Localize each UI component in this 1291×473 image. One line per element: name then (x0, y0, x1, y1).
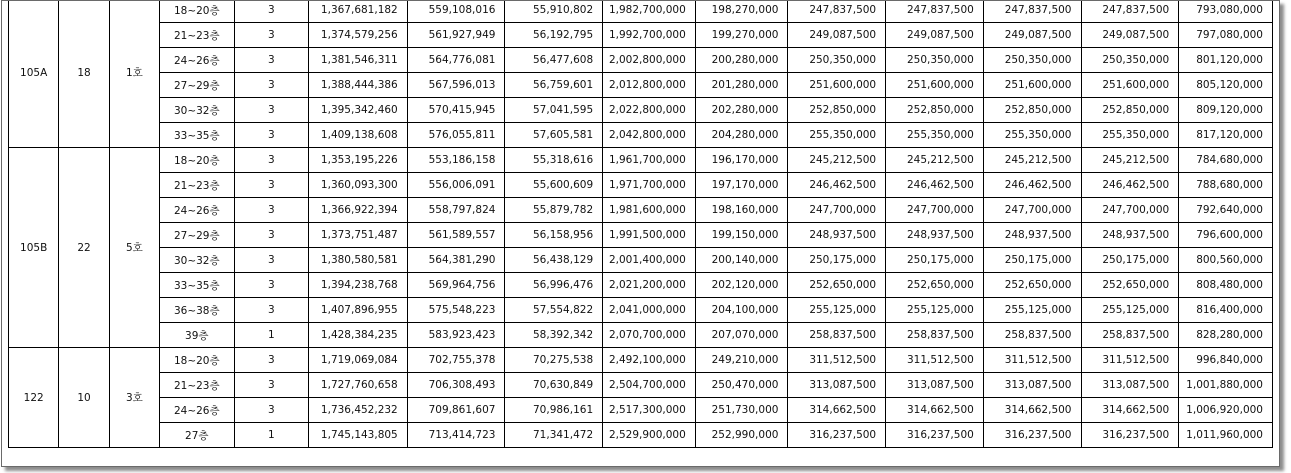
unit-count-cell: 3 (234, 348, 309, 373)
floor-range-cell: 27~29층 (160, 73, 235, 98)
vat-cell: 70,986,161 (505, 398, 603, 423)
balance-payment-cell: 1,006,920,000 (1179, 398, 1273, 423)
document-frame (1, 0, 1280, 467)
building-price-cell: 570,415,945 (407, 98, 505, 123)
land-price-cell: 1,736,452,232 (309, 398, 408, 423)
vat-cell: 56,192,795 (505, 23, 603, 48)
contract-deposit-cell: 196,170,000 (695, 148, 788, 173)
interim-payment-2-cell: 255,125,000 (886, 298, 984, 323)
interim-payment-4-cell: 250,175,000 (1081, 248, 1179, 273)
building-price-cell: 702,755,378 (407, 348, 505, 373)
group-type-cell: 105B (9, 148, 59, 348)
total-price-cell: 2,022,800,000 (603, 98, 696, 123)
group-type-cell: 122 (9, 348, 59, 448)
building-price-cell: 553,186,158 (407, 148, 505, 173)
interim-payment-3-cell: 255,125,000 (983, 298, 1081, 323)
land-price-cell: 1,381,546,311 (309, 48, 408, 73)
total-price-cell: 2,504,700,000 (603, 373, 696, 398)
floor-range-cell: 18~20층 (160, 348, 235, 373)
floor-range-cell: 24~26층 (160, 198, 235, 223)
building-price-cell: 583,923,423 (407, 323, 505, 348)
interim-payment-4-cell: 316,237,500 (1081, 423, 1179, 448)
contract-deposit-cell: 199,150,000 (695, 223, 788, 248)
unit-count-cell: 3 (234, 48, 309, 73)
total-price-cell: 2,492,100,000 (603, 348, 696, 373)
table-row (9, 248, 1273, 273)
unit-count-cell: 3 (234, 23, 309, 48)
table-row (9, 173, 1273, 198)
land-price-cell: 1,745,143,805 (309, 423, 408, 448)
contract-deposit-cell: 249,210,000 (695, 348, 788, 373)
floor-range-cell: 33~35층 (160, 273, 235, 298)
interim-payment-1-cell: 313,087,500 (788, 373, 886, 398)
unit-count-cell: 3 (234, 273, 309, 298)
unit-count-cell: 1 (234, 423, 309, 448)
table-row (9, 73, 1273, 98)
interim-payment-3-cell: 250,350,000 (983, 48, 1081, 73)
interim-payment-1-cell: 252,850,000 (788, 98, 886, 123)
interim-payment-2-cell: 251,600,000 (886, 73, 984, 98)
total-price-cell: 1,982,700,000 (603, 0, 696, 23)
group-line-cell: 3호 (109, 348, 159, 448)
land-price-cell: 1,373,751,487 (309, 223, 408, 248)
total-price-cell: 2,012,800,000 (603, 73, 696, 98)
contract-deposit-cell: 197,170,000 (695, 173, 788, 198)
balance-payment-cell: 1,001,880,000 (1179, 373, 1273, 398)
contract-deposit-cell: 200,140,000 (695, 248, 788, 273)
unit-count-cell: 3 (234, 373, 309, 398)
vat-cell: 55,318,616 (505, 148, 603, 173)
building-price-cell: 558,797,824 (407, 198, 505, 223)
land-price-cell: 1,367,681,182 (309, 0, 408, 23)
table-row (9, 0, 1273, 23)
floor-range-cell: 21~23층 (160, 373, 235, 398)
unit-count-cell: 3 (234, 223, 309, 248)
interim-payment-1-cell: 316,237,500 (788, 423, 886, 448)
table-row (9, 298, 1273, 323)
building-price-cell: 706,308,493 (407, 373, 505, 398)
interim-payment-2-cell: 258,837,500 (886, 323, 984, 348)
contract-deposit-cell: 204,100,000 (695, 298, 788, 323)
building-price-cell: 556,006,091 (407, 173, 505, 198)
land-price-cell: 1,719,069,084 (309, 348, 408, 373)
interim-payment-1-cell: 249,087,500 (788, 23, 886, 48)
vat-cell: 56,477,608 (505, 48, 603, 73)
group-type-cell: 105A (9, 0, 59, 148)
building-price-cell: 713,414,723 (407, 423, 505, 448)
land-price-cell: 1,727,760,658 (309, 373, 408, 398)
vat-cell: 56,158,956 (505, 223, 603, 248)
total-price-cell: 2,042,800,000 (603, 123, 696, 148)
table-body (9, 0, 1273, 448)
balance-payment-cell: 797,080,000 (1179, 23, 1273, 48)
floor-range-cell: 27~29층 (160, 223, 235, 248)
contract-deposit-cell: 198,270,000 (695, 0, 788, 23)
total-price-cell: 2,002,800,000 (603, 48, 696, 73)
floor-range-cell: 33~35층 (160, 123, 235, 148)
unit-count-cell: 1 (234, 323, 309, 348)
balance-payment-cell: 805,120,000 (1179, 73, 1273, 98)
land-price-cell: 1,409,138,608 (309, 123, 408, 148)
table-row (9, 148, 1273, 173)
total-price-cell: 2,041,000,000 (603, 298, 696, 323)
building-price-cell: 564,381,290 (407, 248, 505, 273)
building-price-cell: 709,861,607 (407, 398, 505, 423)
building-price-cell: 569,964,756 (407, 273, 505, 298)
group-units-cell: 18 (59, 0, 109, 148)
vat-cell: 57,041,595 (505, 98, 603, 123)
vat-cell: 71,341,472 (505, 423, 603, 448)
interim-payment-1-cell: 250,350,000 (788, 48, 886, 73)
interim-payment-4-cell: 255,350,000 (1081, 123, 1179, 148)
group-line-cell: 5호 (109, 148, 159, 348)
vat-cell: 56,438,129 (505, 248, 603, 273)
land-price-cell: 1,366,922,394 (309, 198, 408, 223)
contract-deposit-cell: 207,070,000 (695, 323, 788, 348)
vat-cell: 58,392,342 (505, 323, 603, 348)
balance-payment-cell: 817,120,000 (1179, 123, 1273, 148)
interim-payment-1-cell: 258,837,500 (788, 323, 886, 348)
interim-payment-2-cell: 252,650,000 (886, 273, 984, 298)
interim-payment-2-cell: 314,662,500 (886, 398, 984, 423)
interim-payment-1-cell: 246,462,500 (788, 173, 886, 198)
interim-payment-3-cell: 258,837,500 (983, 323, 1081, 348)
vat-cell: 56,996,476 (505, 273, 603, 298)
interim-payment-3-cell: 316,237,500 (983, 423, 1081, 448)
contract-deposit-cell: 252,990,000 (695, 423, 788, 448)
interim-payment-4-cell: 247,700,000 (1081, 198, 1179, 223)
land-price-cell: 1,394,238,768 (309, 273, 408, 298)
unit-count-cell: 3 (234, 98, 309, 123)
interim-payment-1-cell: 311,512,500 (788, 348, 886, 373)
building-price-cell: 576,055,811 (407, 123, 505, 148)
unit-count-cell: 3 (234, 298, 309, 323)
floor-range-cell: 24~26층 (160, 398, 235, 423)
land-price-cell: 1,388,444,386 (309, 73, 408, 98)
table-row (9, 48, 1273, 73)
balance-payment-cell: 788,680,000 (1179, 173, 1273, 198)
building-price-cell: 561,927,949 (407, 23, 505, 48)
total-price-cell: 2,517,300,000 (603, 398, 696, 423)
total-price-cell: 1,961,700,000 (603, 148, 696, 173)
interim-payment-1-cell: 247,837,500 (788, 0, 886, 23)
vat-cell: 57,605,581 (505, 123, 603, 148)
interim-payment-1-cell: 250,175,000 (788, 248, 886, 273)
total-price-cell: 2,021,200,000 (603, 273, 696, 298)
interim-payment-2-cell: 246,462,500 (886, 173, 984, 198)
floor-range-cell: 27층 (160, 423, 235, 448)
interim-payment-3-cell: 246,462,500 (983, 173, 1081, 198)
interim-payment-4-cell: 255,125,000 (1081, 298, 1179, 323)
interim-payment-3-cell: 252,650,000 (983, 273, 1081, 298)
contract-deposit-cell: 199,270,000 (695, 23, 788, 48)
balance-payment-cell: 996,840,000 (1179, 348, 1273, 373)
table-row (9, 98, 1273, 123)
balance-payment-cell: 809,120,000 (1179, 98, 1273, 123)
interim-payment-3-cell: 250,175,000 (983, 248, 1081, 273)
interim-payment-2-cell: 250,175,000 (886, 248, 984, 273)
table-row (9, 123, 1273, 148)
table-row (9, 423, 1273, 448)
interim-payment-3-cell: 245,212,500 (983, 148, 1081, 173)
interim-payment-4-cell: 248,937,500 (1081, 223, 1179, 248)
interim-payment-3-cell: 247,837,500 (983, 0, 1081, 23)
interim-payment-3-cell: 314,662,500 (983, 398, 1081, 423)
vat-cell: 55,879,782 (505, 198, 603, 223)
floor-range-cell: 18~20층 (160, 0, 235, 23)
vat-cell: 57,554,822 (505, 298, 603, 323)
interim-payment-3-cell: 249,087,500 (983, 23, 1081, 48)
interim-payment-1-cell: 314,662,500 (788, 398, 886, 423)
floor-range-cell: 21~23층 (160, 23, 235, 48)
interim-payment-4-cell: 251,600,000 (1081, 73, 1179, 98)
floor-range-cell: 30~32층 (160, 98, 235, 123)
land-price-cell: 1,380,580,581 (309, 248, 408, 273)
contract-deposit-cell: 198,160,000 (695, 198, 788, 223)
interim-payment-2-cell: 316,237,500 (886, 423, 984, 448)
total-price-cell: 2,529,900,000 (603, 423, 696, 448)
unit-count-cell: 3 (234, 73, 309, 98)
balance-payment-cell: 796,600,000 (1179, 223, 1273, 248)
interim-payment-2-cell: 311,512,500 (886, 348, 984, 373)
interim-payment-3-cell: 247,700,000 (983, 198, 1081, 223)
land-price-cell: 1,407,896,955 (309, 298, 408, 323)
vat-cell: 56,759,601 (505, 73, 603, 98)
balance-payment-cell: 801,120,000 (1179, 48, 1273, 73)
floor-range-cell: 18~20층 (160, 148, 235, 173)
table-row (9, 198, 1273, 223)
interim-payment-2-cell: 249,087,500 (886, 23, 984, 48)
interim-payment-1-cell: 247,700,000 (788, 198, 886, 223)
total-price-cell: 2,070,700,000 (603, 323, 696, 348)
interim-payment-2-cell: 252,850,000 (886, 98, 984, 123)
group-line-cell: 1호 (109, 0, 159, 148)
contract-deposit-cell: 204,280,000 (695, 123, 788, 148)
balance-payment-cell: 792,640,000 (1179, 198, 1273, 223)
interim-payment-4-cell: 252,850,000 (1081, 98, 1179, 123)
balance-payment-cell: 1,011,960,000 (1179, 423, 1273, 448)
interim-payment-3-cell: 311,512,500 (983, 348, 1081, 373)
total-price-cell: 1,981,600,000 (603, 198, 696, 223)
table-row (9, 223, 1273, 248)
group-units-cell: 22 (59, 148, 109, 348)
interim-payment-1-cell: 245,212,500 (788, 148, 886, 173)
price-table (8, 0, 1273, 448)
interim-payment-3-cell: 251,600,000 (983, 73, 1081, 98)
balance-payment-cell: 800,560,000 (1179, 248, 1273, 273)
balance-payment-cell: 816,400,000 (1179, 298, 1273, 323)
building-price-cell: 575,548,223 (407, 298, 505, 323)
contract-deposit-cell: 250,470,000 (695, 373, 788, 398)
contract-deposit-cell: 201,280,000 (695, 73, 788, 98)
interim-payment-3-cell: 255,350,000 (983, 123, 1081, 148)
floor-range-cell: 24~26층 (160, 48, 235, 73)
interim-payment-4-cell: 246,462,500 (1081, 173, 1179, 198)
contract-deposit-cell: 200,280,000 (695, 48, 788, 73)
total-price-cell: 2,001,400,000 (603, 248, 696, 273)
unit-count-cell: 3 (234, 173, 309, 198)
building-price-cell: 559,108,016 (407, 0, 505, 23)
interim-payment-2-cell: 245,212,500 (886, 148, 984, 173)
interim-payment-1-cell: 251,600,000 (788, 73, 886, 98)
balance-payment-cell: 784,680,000 (1179, 148, 1273, 173)
unit-count-cell: 3 (234, 248, 309, 273)
interim-payment-1-cell: 248,937,500 (788, 223, 886, 248)
land-price-cell: 1,428,384,235 (309, 323, 408, 348)
interim-payment-4-cell: 250,350,000 (1081, 48, 1179, 73)
floor-range-cell: 36~38층 (160, 298, 235, 323)
vat-cell: 55,600,609 (505, 173, 603, 198)
floor-range-cell: 21~23층 (160, 173, 235, 198)
group-units-cell: 10 (59, 348, 109, 448)
interim-payment-4-cell: 314,662,500 (1081, 398, 1179, 423)
unit-count-cell: 3 (234, 398, 309, 423)
unit-count-cell: 3 (234, 0, 309, 23)
vat-cell: 70,275,538 (505, 348, 603, 373)
balance-payment-cell: 793,080,000 (1179, 0, 1273, 23)
balance-payment-cell: 808,480,000 (1179, 273, 1273, 298)
interim-payment-4-cell: 249,087,500 (1081, 23, 1179, 48)
land-price-cell: 1,353,195,226 (309, 148, 408, 173)
interim-payment-2-cell: 250,350,000 (886, 48, 984, 73)
floor-range-cell: 30~32층 (160, 248, 235, 273)
table-row (9, 273, 1273, 298)
table-row (9, 348, 1273, 373)
unit-count-cell: 3 (234, 198, 309, 223)
interim-payment-4-cell: 313,087,500 (1081, 373, 1179, 398)
vat-cell: 70,630,849 (505, 373, 603, 398)
interim-payment-3-cell: 248,937,500 (983, 223, 1081, 248)
contract-deposit-cell: 202,120,000 (695, 273, 788, 298)
interim-payment-4-cell: 252,650,000 (1081, 273, 1179, 298)
interim-payment-2-cell: 248,937,500 (886, 223, 984, 248)
contract-deposit-cell: 202,280,000 (695, 98, 788, 123)
land-price-cell: 1,374,579,256 (309, 23, 408, 48)
floor-range-cell: 39층 (160, 323, 235, 348)
interim-payment-1-cell: 255,350,000 (788, 123, 886, 148)
building-price-cell: 564,776,081 (407, 48, 505, 73)
total-price-cell: 1,992,700,000 (603, 23, 696, 48)
contract-deposit-cell: 251,730,000 (695, 398, 788, 423)
balance-payment-cell: 828,280,000 (1179, 323, 1273, 348)
vat-cell: 55,910,802 (505, 0, 603, 23)
interim-payment-4-cell: 247,837,500 (1081, 0, 1179, 23)
unit-count-cell: 3 (234, 123, 309, 148)
interim-payment-2-cell: 247,700,000 (886, 198, 984, 223)
interim-payment-1-cell: 255,125,000 (788, 298, 886, 323)
interim-payment-2-cell: 255,350,000 (886, 123, 984, 148)
land-price-cell: 1,360,093,300 (309, 173, 408, 198)
unit-count-cell: 3 (234, 148, 309, 173)
building-price-cell: 561,589,557 (407, 223, 505, 248)
interim-payment-3-cell: 313,087,500 (983, 373, 1081, 398)
table-row (9, 323, 1273, 348)
interim-payment-2-cell: 313,087,500 (886, 373, 984, 398)
total-price-cell: 1,991,500,000 (603, 223, 696, 248)
interim-payment-1-cell: 252,650,000 (788, 273, 886, 298)
interim-payment-3-cell: 252,850,000 (983, 98, 1081, 123)
land-price-cell: 1,395,342,460 (309, 98, 408, 123)
table-row (9, 373, 1273, 398)
table-row (9, 23, 1273, 48)
interim-payment-4-cell: 311,512,500 (1081, 348, 1179, 373)
interim-payment-4-cell: 258,837,500 (1081, 323, 1179, 348)
total-price-cell: 1,971,700,000 (603, 173, 696, 198)
interim-payment-4-cell: 245,212,500 (1081, 148, 1179, 173)
table-row (9, 398, 1273, 423)
building-price-cell: 567,596,013 (407, 73, 505, 98)
interim-payment-2-cell: 247,837,500 (886, 0, 984, 23)
